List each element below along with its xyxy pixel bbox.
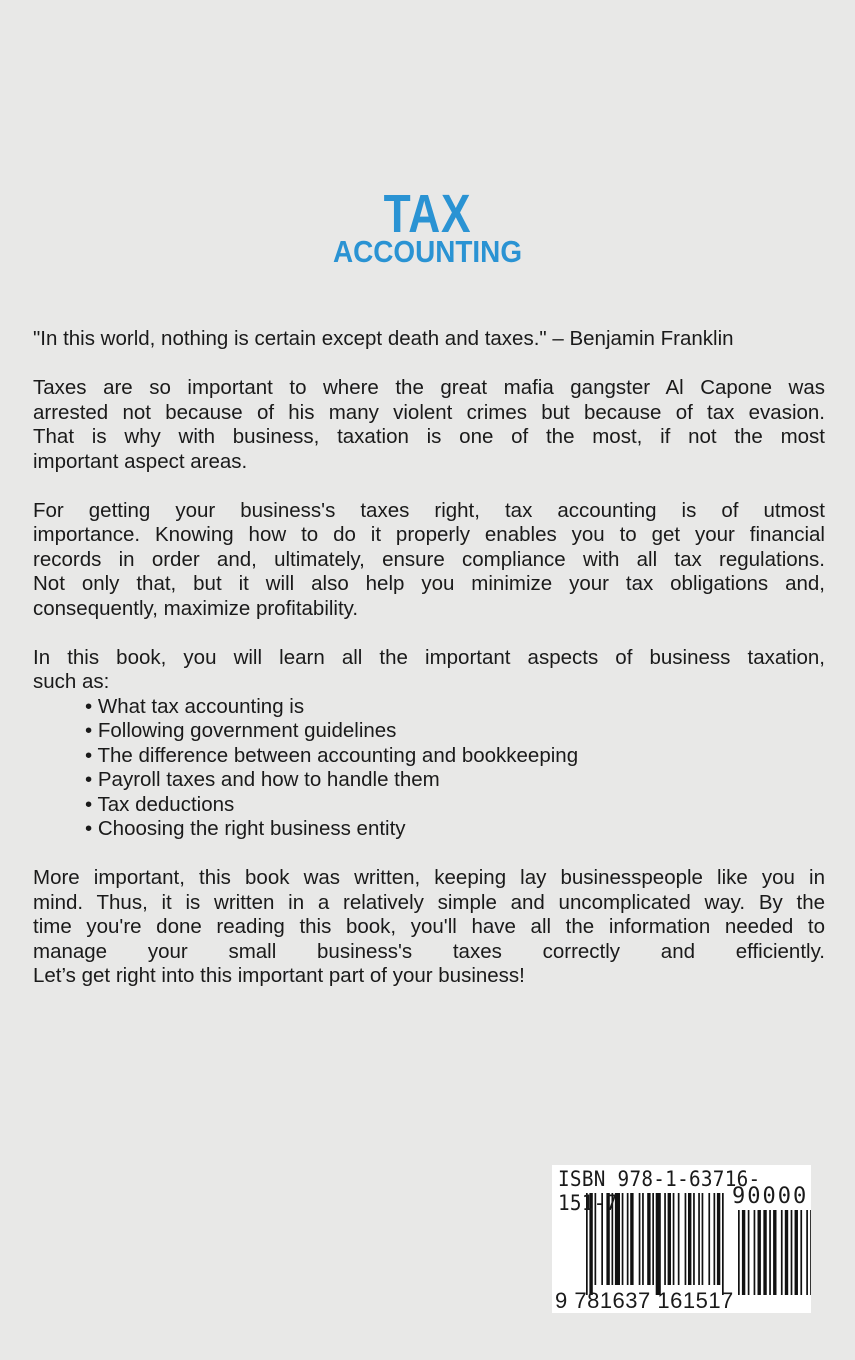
bullet-item: • Tax deductions <box>85 792 235 816</box>
addon-bar <box>810 1210 811 1295</box>
isbn-label: ISBN 978-1-63716-151-7 <box>558 1167 761 1215</box>
addon-bar <box>763 1210 766 1295</box>
addon-bar <box>738 1210 740 1295</box>
description <box>33 327 825 1013</box>
paragraph <box>33 499 825 622</box>
addon-bar <box>806 1210 808 1295</box>
addon-bar <box>795 1210 798 1295</box>
title-accounting: ACCOUNTING <box>332 234 523 269</box>
addon-bar <box>769 1210 771 1295</box>
closing-line: time you're done reading this book, you'll have all the information needed to <box>33 915 825 938</box>
addon-bar <box>785 1210 788 1295</box>
paragraph-line: arrested not because of his many violent crimes but because of tax evasion. <box>33 400 825 424</box>
addon-bar <box>781 1210 783 1295</box>
closing-paragraph <box>33 866 825 989</box>
paragraph-line: consequently, maximize profitability. <box>33 596 359 620</box>
paragraph-line: In this book, you will learn all the important aspects of business taxation, <box>33 645 825 669</box>
paragraph-line: That is why with business, taxation is one of the most, if not the most <box>33 425 825 448</box>
paragraph <box>33 646 825 695</box>
bullet-item: • What tax accounting is <box>85 694 305 718</box>
bullet-item: • Following government guidelines <box>85 719 397 742</box>
addon-bar <box>791 1210 793 1295</box>
addon-bar <box>758 1210 761 1295</box>
title-tax: TAX <box>383 184 472 244</box>
paragraph-line: Not only that, but it will also help you minimize your tax obligations and, <box>33 572 825 595</box>
quote: "In this world, nothing is certain except death and taxes." – Benjamin Franklin <box>33 327 734 350</box>
paragraph-line: importance. Knowing how to do it properly enables you to get your financial <box>33 523 825 546</box>
addon-bar <box>748 1210 750 1295</box>
paragraph-line: records in order and, ultimately, ensure compliance with all tax regulations. <box>33 547 825 571</box>
paragraph-line: For getting your business's taxes right, tax accounting is of utmost <box>33 498 825 522</box>
closing-line: manage your small business's taxes correctly and efficiently. <box>33 939 825 963</box>
bullet-list <box>33 695 825 842</box>
price-addon: 90000 <box>732 1184 809 1209</box>
paragraph <box>33 376 825 474</box>
closing-line: mind. Thus, it is written in a relatively simple and uncomplicated way. By the <box>33 890 825 914</box>
paragraph-line: Taxes are so important to where the great mafia gangster Al Capone was <box>33 376 825 399</box>
bullet-item: • Choosing the right business entity <box>85 817 406 840</box>
addon-bar <box>742 1210 745 1295</box>
paragraph-line: such as: <box>33 670 110 693</box>
barcode-digits: 9 781637 161517 <box>555 1288 734 1313</box>
addon-bar <box>754 1210 756 1295</box>
addon-bar <box>800 1210 802 1295</box>
closing-line: Let’s get right into this important part of your business! <box>33 964 525 987</box>
isbn-barcode <box>552 1165 811 1313</box>
closing-line: More important, this book was written, keeping lay businesspeople like you in <box>33 866 825 889</box>
bullet-item: • The difference between accounting and bookkeeping <box>85 743 579 767</box>
bullet-item: • Payroll taxes and how to handle them <box>85 768 440 791</box>
paragraph-line: important aspect areas. <box>33 449 248 473</box>
addon-bar <box>773 1210 776 1295</box>
